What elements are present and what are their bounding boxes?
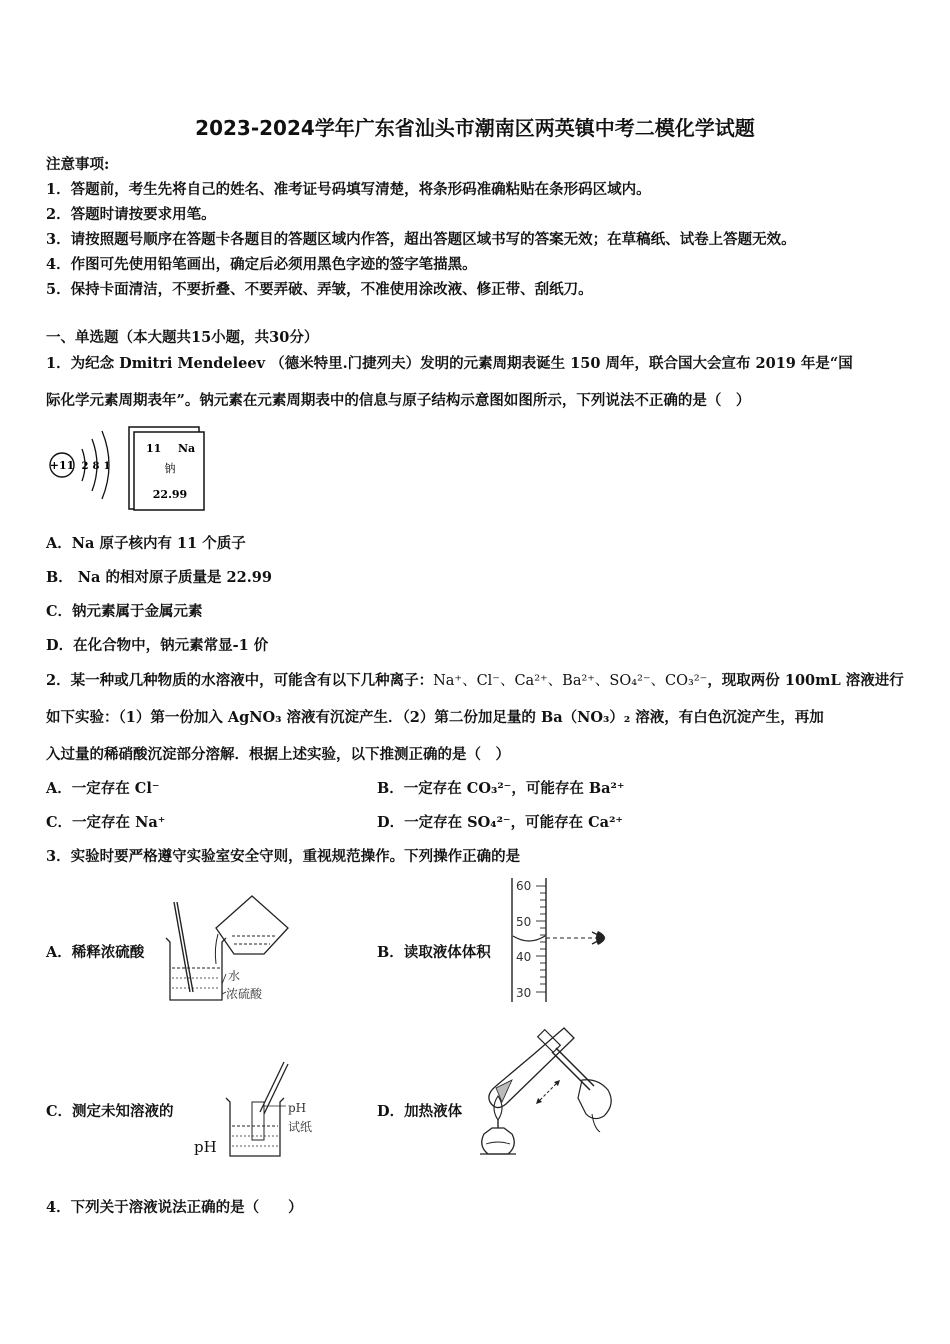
q3-stem: 3．实验时要严格遵守实验室安全守则，重视规范操作。下列操作正确的是 bbox=[46, 848, 521, 865]
q1-stem-line1: 1．为纪念 Dmitri Mendeleev （德米特里.门捷列夫）发明的元素周期表诞生 150 周年，联合国大会宣布 2019 年是“国 bbox=[46, 355, 853, 372]
dilute-sulfuric-acid-figure bbox=[160, 888, 300, 1008]
q3-option-c-ph: pH bbox=[194, 1138, 217, 1156]
ph-test-figure bbox=[222, 1056, 332, 1160]
nucleus-charge: +11 bbox=[49, 459, 75, 472]
notice-item-5: 5．保持卡面清洁，不要折叠、不要弄破、弄皱，不准使用涂改液、修正带、刮纸刀。 bbox=[46, 281, 593, 298]
atomic-number: 11 bbox=[146, 442, 162, 455]
q4-stem: 4．下列关于溶液说法正确的是（ ） bbox=[46, 1199, 303, 1216]
q2-ion-list: Na⁺、Cl⁻、Ca²⁺、Ba²⁺、SO₄²⁻、CO₃²⁻ bbox=[433, 673, 708, 689]
notice-item-1: 1．答题前，考生先将自己的姓名、准考证号码填写清楚，将条形码准确粘贴在条形码区域内。 bbox=[46, 181, 651, 198]
shell-2-count: 8 bbox=[92, 461, 100, 472]
q2-option-d[interactable]: D．一定存在 SO₄²⁻，可能存在 Ca²⁺ bbox=[377, 814, 624, 831]
notice-item-4: 4．作图可先使用铅笔画出，确定后必须用黑色字迹的签字笔描黑。 bbox=[46, 256, 477, 273]
atomic-mass: 22.99 bbox=[152, 488, 188, 501]
q1-option-c[interactable]: C．钠元素属于金属元素 bbox=[46, 603, 203, 620]
periodic-table-cell-sodium bbox=[128, 426, 208, 512]
q2-stem-prefix: 2．某一种或几种物质的水溶液中，可能含有以下几种离子： bbox=[46, 672, 434, 689]
element-name: 钠 bbox=[164, 462, 176, 475]
notice-item-2: 2．答题时请按要求用笔。 bbox=[46, 206, 216, 223]
water-label: 水 bbox=[228, 969, 241, 983]
test-paper-label: 试纸 bbox=[288, 1120, 313, 1134]
q2-stem-line1 bbox=[46, 669, 904, 690]
q2-stem-line3: 入过量的稀硝酸沉淀部分溶解．根据上述实验，以下推测正确的是（ ） bbox=[46, 746, 510, 763]
q3-option-a[interactable]: A．稀释浓硫酸 bbox=[46, 944, 145, 961]
q3-option-d[interactable]: D．加热液体 bbox=[377, 1103, 463, 1120]
q2-option-c[interactable]: C．一定存在 Na⁺ bbox=[46, 814, 166, 831]
q2-option-b[interactable]: B．一定存在 CO₃²⁻，可能存在 Ba²⁺ bbox=[377, 780, 625, 797]
tick-40: 40 bbox=[516, 950, 532, 964]
heating-liquid-figure bbox=[468, 1024, 620, 1164]
shell-1-count: 2 bbox=[81, 461, 89, 472]
page-title: 2023-2024学年广东省汕头市潮南区两英镇中考二模化学试题 bbox=[195, 116, 755, 140]
notice-item-3: 3．请按照题号顺序在答题卡各题目的答题区域内作答，超出答题区域书写的答案无效；在草稿纸、试卷上答题无效。 bbox=[46, 231, 796, 248]
q1-stem-line2: 际化学元素周期表年”。钠元素在元素周期表中的信息与原子结构示意图如图所示，下列说法不正确的是（ ） bbox=[46, 392, 751, 409]
section-heading: 一、单选题（本大题共15小题，共30分） bbox=[46, 329, 319, 346]
graduated-cylinder-figure bbox=[508, 876, 620, 1004]
tick-50: 50 bbox=[516, 915, 532, 929]
shell-3-count: 1 bbox=[103, 461, 111, 472]
element-symbol: Na bbox=[178, 442, 196, 455]
sodium-atom-structure-diagram bbox=[44, 425, 124, 505]
q3-option-c[interactable]: C．测定未知溶液的 bbox=[46, 1103, 174, 1120]
tick-60: 60 bbox=[516, 879, 532, 893]
q2-stem-suffix: ，现取两份 100mL 溶液进行 bbox=[707, 672, 904, 689]
q1-option-a[interactable]: A．Na 原子核内有 11 个质子 bbox=[46, 535, 246, 552]
q1-option-d[interactable]: D．在化合物中，钠元素常显-1 价 bbox=[46, 637, 269, 654]
notice-heading: 注意事项: bbox=[46, 156, 110, 173]
q2-stem-line2: 如下实验：（1）第一份加入 AgNO₃ 溶液有沉淀产生．（2）第二份加足量的 Ba（NO₃）₂ 溶液，有白色沉淀产生，再加 bbox=[46, 709, 824, 726]
q3-option-b[interactable]: B．读取液体体积 bbox=[377, 944, 491, 961]
q2-option-a[interactable]: A．一定存在 Cl⁻ bbox=[46, 780, 160, 797]
conc-acid-label: 浓硫酸 bbox=[226, 987, 263, 1001]
q1-option-b[interactable]: B． Na 的相对原子质量是 22.99 bbox=[46, 569, 272, 586]
ph-label: pH bbox=[288, 1101, 307, 1115]
tick-30: 30 bbox=[516, 986, 532, 1000]
